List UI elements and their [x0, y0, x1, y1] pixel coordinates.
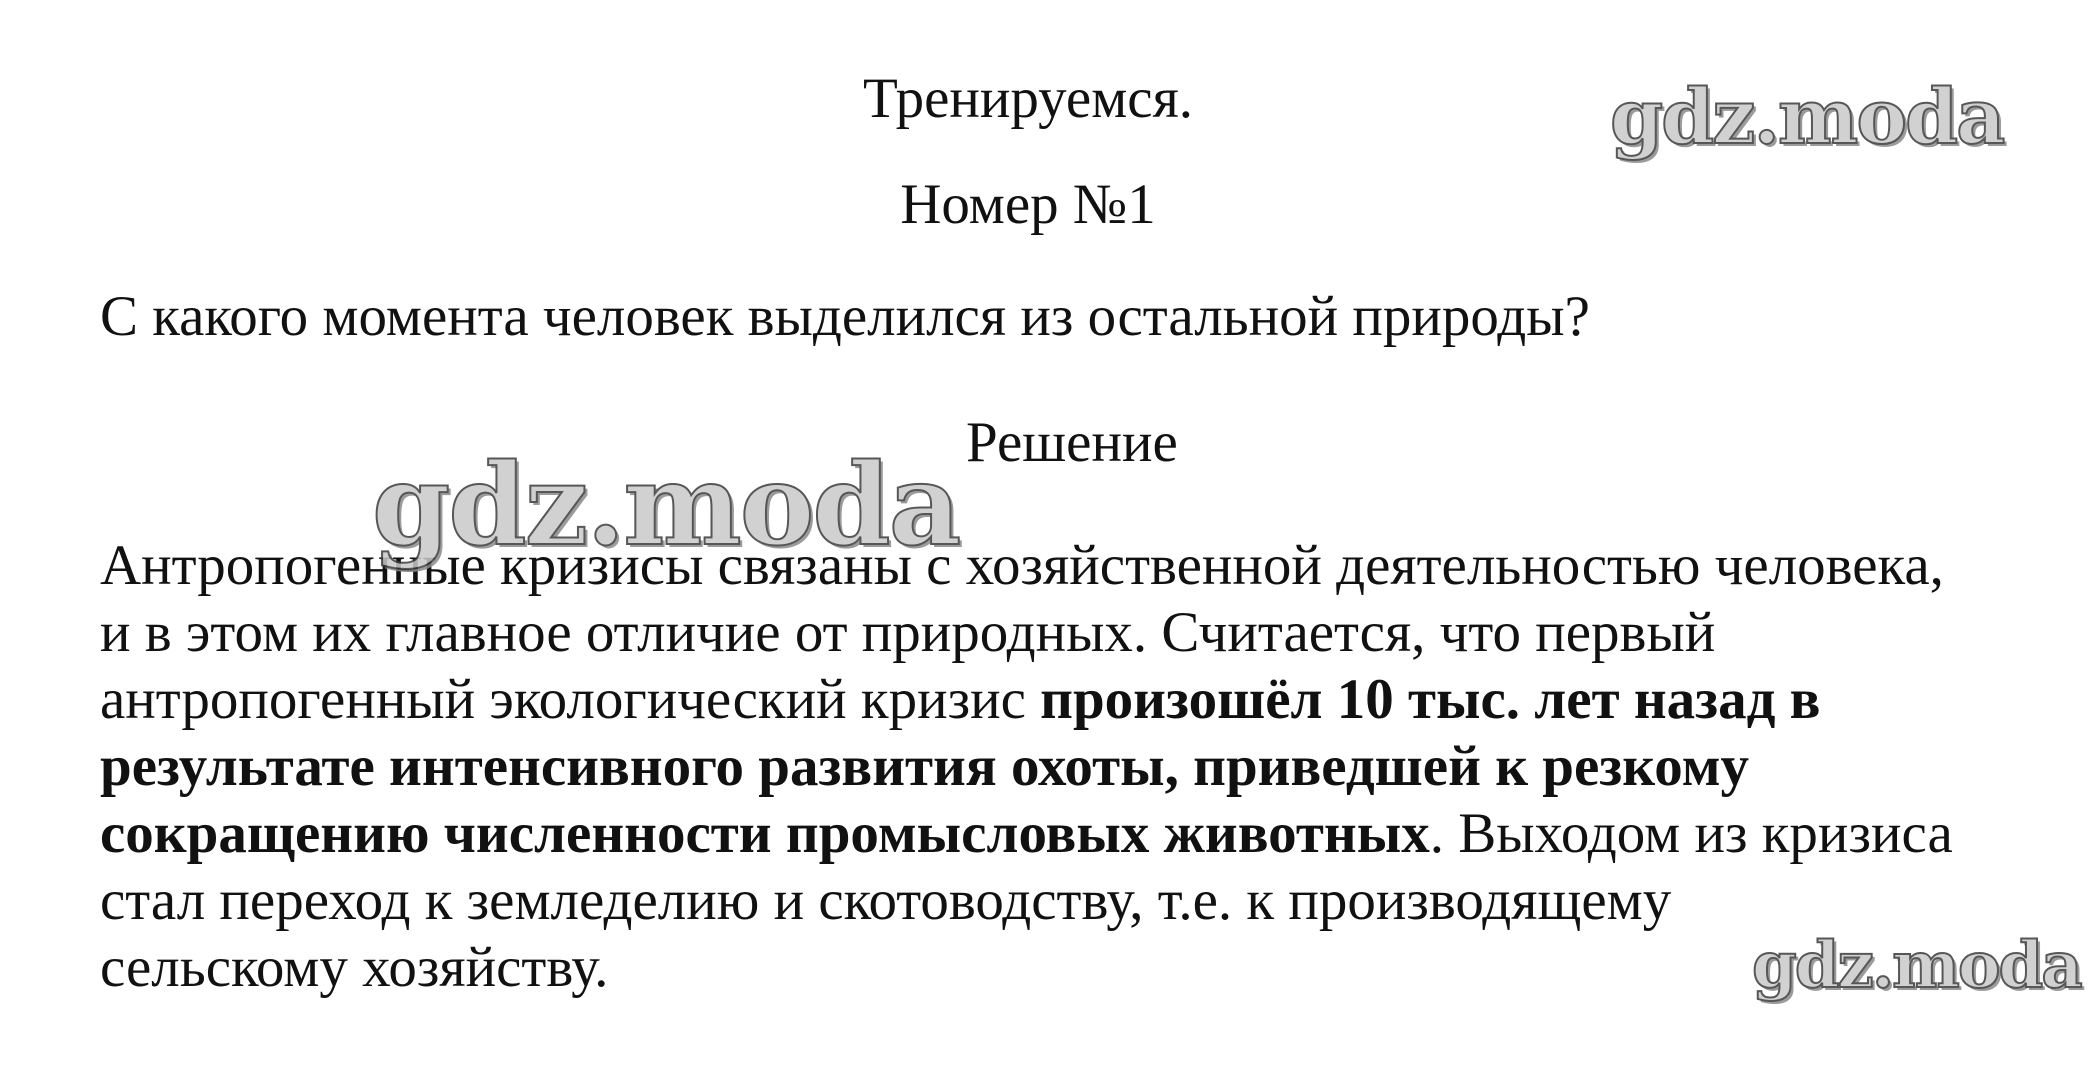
answer-line: и в этом их главное отличие от природных. Считается, что первый	[100, 601, 1716, 664]
watermark-logo: gdz.moda	[372, 440, 960, 571]
answer-line	[100, 800, 2060, 867]
task-number: Номер №1	[900, 173, 1156, 236]
solution-label: Решение	[966, 411, 1178, 474]
answer-emphasis: произошёл 10 тыс. лет назад в	[1040, 668, 1821, 731]
watermark-logo: gdz.moda	[1752, 928, 2081, 1003]
answer-line	[100, 666, 2060, 733]
answer-line-plain: антропогенный экологический кризис	[100, 668, 1041, 731]
answer-line: стал переход к земледелию и скотоводству, т.е. к производящему	[100, 869, 1672, 932]
answer-emphasis: сокращению численности промысловых животных	[100, 802, 1430, 865]
section-title: Тренируемся.	[862, 67, 1194, 130]
question-text: С какого момента человек выделился из остальной природы?	[100, 285, 1590, 348]
watermark-logo: gdz.moda	[1610, 72, 2004, 161]
answer-line: сельскому хозяйству.	[100, 936, 609, 999]
answer-emphasis: результате интенсивного развития охоты, приведшей к резкому	[100, 735, 1750, 798]
answer-line-plain: . Выходом из кризиса	[1429, 802, 1953, 865]
answer-line: Антропогенные кризисы связаны с хозяйственной деятельностью человека,	[100, 534, 1944, 597]
